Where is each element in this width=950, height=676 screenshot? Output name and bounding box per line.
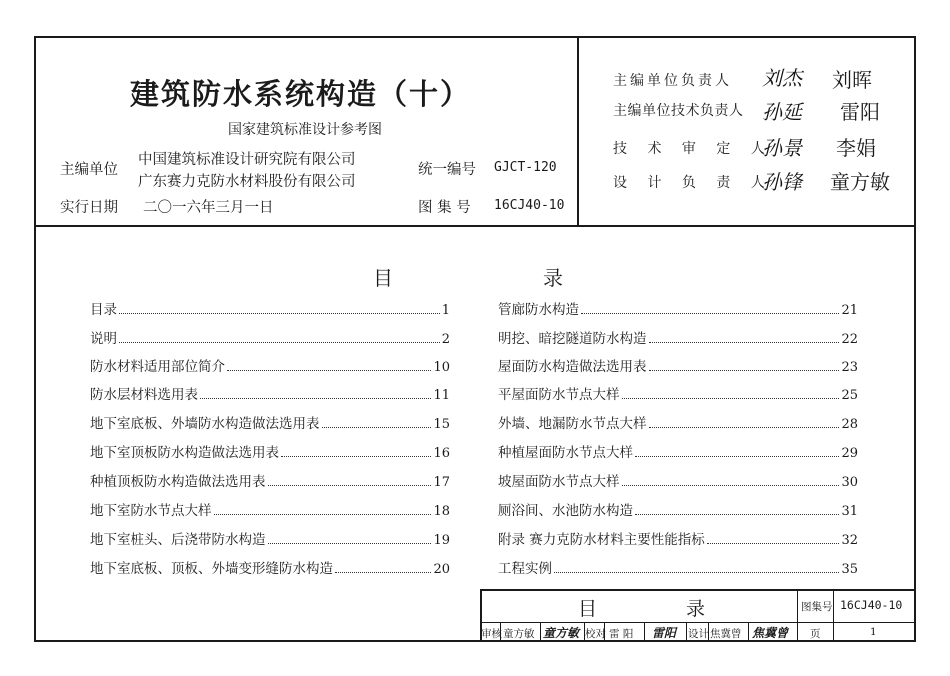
toc-entry-page: 21 (841, 303, 858, 318)
name-design-lead: 童方敏 (830, 170, 890, 194)
editor-label: 主编单位 (60, 162, 118, 178)
design-name: 焦冀曾 (710, 628, 742, 640)
design-signature: 焦冀曾 (752, 626, 789, 640)
toc-entry-title: 附录 赛力克防水材料主要性能指标 (498, 532, 705, 548)
code-label: 统一编号 (418, 162, 476, 178)
toc-entry[interactable] (498, 327, 858, 347)
toc-entry-title: 平屋面防水节点大样 (498, 387, 620, 403)
toc-leader (214, 514, 432, 515)
toc-entry[interactable] (90, 412, 450, 432)
title-block-title-right: 录 (686, 598, 706, 620)
toc-entry-title: 目录 (90, 302, 117, 318)
toc-leader (707, 543, 840, 544)
title-block-top-border (480, 589, 916, 591)
toc-entry-page: 35 (841, 562, 858, 577)
header-vertical-divider (577, 36, 579, 226)
toc-entry-title: 地下室底板、顶板、外墙变形缝防水构造 (90, 561, 333, 577)
page-title: 建筑防水系统构造（十） (130, 77, 472, 111)
toc-entry[interactable] (498, 499, 858, 519)
tb-sep (748, 622, 749, 642)
toc-entry[interactable] (90, 528, 450, 548)
toc-entry-title: 地下室底板、外墙防水构造做法选用表 (90, 416, 320, 432)
toc-entry[interactable] (498, 355, 858, 375)
check-label: 校对 (585, 628, 606, 640)
title-block-title-left: 目 (578, 598, 598, 620)
toc-entry[interactable] (90, 355, 450, 375)
toc-entry-page: 16 (433, 446, 450, 461)
toc-entry-page: 29 (841, 446, 858, 461)
date-label: 实行日期 (60, 200, 118, 216)
toc-leader (268, 485, 432, 486)
toc-entry[interactable] (90, 383, 450, 403)
toc-entry-page: 20 (433, 562, 450, 577)
toc-entry[interactable] (90, 298, 450, 318)
toc-entry-page: 22 (841, 332, 858, 347)
tb-sep (686, 622, 687, 642)
toc-entry-title: 防水层材料选用表 (90, 387, 198, 403)
role-tech-review: 技 术 审 定 人 (613, 141, 773, 157)
name-tech-lead: 雷阳 (840, 100, 880, 124)
signature-tech-review: 孙景 (762, 136, 802, 160)
toc-entry-page: 31 (841, 504, 858, 519)
toc-leader (554, 572, 839, 573)
toc-entry[interactable] (498, 298, 858, 318)
toc-entry-page: 25 (841, 388, 858, 403)
toc-leader (119, 342, 440, 343)
toc-entry-page: 23 (841, 360, 858, 375)
toc-entry-page: 15 (433, 417, 450, 432)
toc-entry-title: 防水材料适用部位简介 (90, 359, 225, 375)
title-block-atlas-label: 图集号 (801, 601, 833, 613)
toc-entry-title: 种植顶板防水构造做法选用表 (90, 474, 266, 490)
toc-leader (335, 572, 431, 573)
toc-leader (268, 543, 432, 544)
code-value: GJCT-120 (494, 160, 557, 175)
toc-entry[interactable] (90, 327, 450, 347)
toc-entry-title: 地下室桩头、后浇带防水构造 (90, 532, 266, 548)
atlas-label: 图 集 号 (418, 200, 471, 216)
toc-entry-page: 17 (433, 475, 450, 490)
toc-leader (649, 342, 840, 343)
check-name: 雷 阳 (609, 628, 634, 640)
toc-leader (322, 427, 432, 428)
toc-leader (649, 427, 840, 428)
check-signature: 雷阳 (652, 626, 677, 640)
editor-org-1: 中国建筑标准设计研究院有限公司 (138, 152, 356, 168)
toc-entry[interactable] (498, 470, 858, 490)
title-block (480, 589, 916, 642)
role-design-lead: 设 计 负 责 人 (613, 175, 773, 191)
date-value: 二〇一六年三月一日 (143, 200, 274, 216)
signature-chief-editor: 刘杰 (762, 66, 802, 90)
name-tech-review: 李娟 (836, 136, 876, 160)
role-tech-lead: 主编单位技术负责人 (613, 103, 744, 119)
toc-entry-title: 地下室防水节点大样 (90, 503, 212, 519)
name-chief-editor: 刘晖 (832, 68, 872, 92)
toc-entry[interactable] (498, 412, 858, 432)
toc-entry-page: 11 (433, 388, 450, 403)
toc-entry[interactable] (498, 557, 858, 577)
toc-entry-title: 外墙、地漏防水节点大样 (498, 416, 647, 432)
toc-heading-right: 录 (543, 266, 563, 290)
toc-entry[interactable] (498, 528, 858, 548)
toc-entry[interactable] (498, 383, 858, 403)
page-subtitle: 国家建筑标准设计参考图 (228, 122, 382, 138)
tb-sep (540, 622, 541, 642)
toc-entry-title: 工程实例 (498, 561, 552, 577)
toc-leader (622, 485, 840, 486)
page-value: 1 (870, 626, 877, 638)
toc-entry[interactable] (90, 441, 450, 461)
toc-leader (635, 514, 839, 515)
toc-entry[interactable] (90, 470, 450, 490)
design-label: 设计 (688, 628, 709, 640)
toc-entry-page: 32 (841, 533, 858, 548)
tb-sep (644, 622, 645, 642)
toc-entry[interactable] (90, 499, 450, 519)
review-label: 审核 (481, 628, 502, 640)
title-block-mid-line (480, 622, 916, 623)
toc-entry[interactable] (90, 557, 450, 577)
review-name: 童方敏 (503, 628, 535, 640)
toc-entry-page: 18 (433, 504, 450, 519)
signature-design-lead: 孙锋 (762, 170, 802, 194)
toc-leader (281, 456, 431, 457)
toc-leader (581, 313, 839, 314)
toc-entry-title: 屋面防水构造做法选用表 (498, 359, 647, 375)
toc-entry[interactable] (498, 441, 858, 461)
toc-heading-left: 目 (373, 266, 393, 290)
toc-leader (227, 370, 431, 371)
header-divider (34, 225, 916, 227)
toc-leader (200, 398, 431, 399)
toc-entry-title: 管廊防水构造 (498, 302, 579, 318)
role-chief-editor: 主编单位负责人 (613, 73, 732, 89)
toc-entry-title: 地下室顶板防水构造做法选用表 (90, 445, 279, 461)
toc-entry-page: 2 (441, 332, 450, 347)
toc-entry-page: 28 (841, 417, 858, 432)
toc-leader (622, 398, 840, 399)
editor-org-2: 广东赛力克防水材料股份有限公司 (138, 174, 356, 190)
title-block-col-2 (833, 589, 834, 642)
title-block-atlas-value: 16CJ40-10 (840, 598, 903, 612)
toc-entry-title: 厕浴间、水池防水构造 (498, 503, 633, 519)
title-block-col-1 (797, 589, 798, 642)
toc-entry-page: 1 (441, 303, 450, 318)
toc-entry-title: 说明 (90, 331, 117, 347)
toc-entry-title: 明挖、暗挖隧道防水构造 (498, 331, 647, 347)
review-signature: 童方敏 (543, 626, 580, 640)
toc-entry-page: 30 (841, 475, 858, 490)
toc-entry-page: 10 (433, 360, 450, 375)
toc-leader (635, 456, 839, 457)
page-label: 页 (810, 628, 821, 640)
toc-entry-title: 种植屋面防水节点大样 (498, 445, 633, 461)
toc-leader (649, 370, 840, 371)
toc-entry-title: 坡屋面防水节点大样 (498, 474, 620, 490)
atlas-value: 16CJ40-10 (494, 198, 565, 213)
toc-leader (119, 313, 440, 314)
signature-tech-lead: 孙延 (762, 100, 802, 124)
toc-entry-page: 19 (433, 533, 450, 548)
